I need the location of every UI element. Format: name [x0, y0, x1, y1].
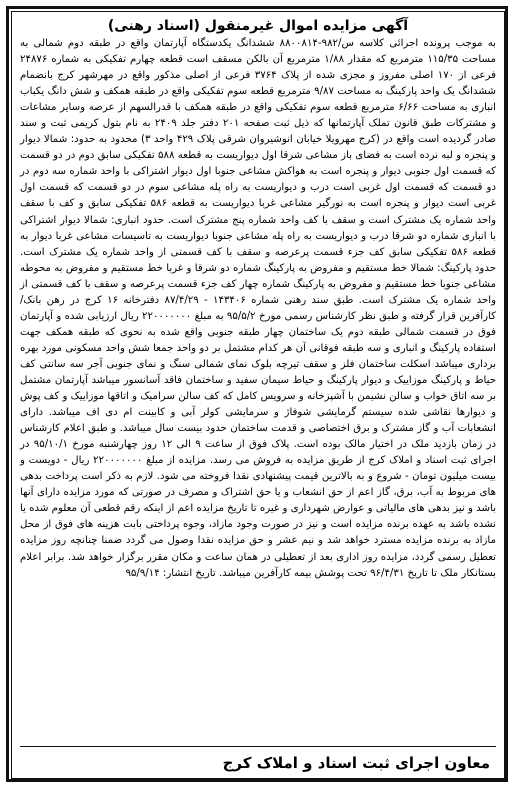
signature-line: معاون اجرای ثبت اسناد و املاک کرج [222, 754, 490, 772]
notice-box [11, 11, 505, 779]
notice-title: آگهی مزایده اموال غیرمنقول (اسناد رهنی) [107, 18, 409, 34]
notice-body: به موجب پرونده اجرائی کلاسه س/۹۸۲-۸۸۰۰۸۱۴ ششدانگ یکدستگاه آپارتمان واقع در طبقه دوم شمالی به مساحت ۱۱۵/۳۵ مترمربع که مقدار ۱/۸۸ مترمربع آن بالکن مسقف است قطعه چهارم تفکیکی به شماره ۲۴۸۷۶ فرعی از ۱۷۰ اصلی مفروز و مجزی شده از پلاک ۳۷۶۴ فرعی از اصلی مذکور واقع در مهرشهر کرج بانضمام ششدانگ یک واحد پارکینگ به مساحت ۹/۸۷ مترمربع قطعه سوم تفکیکی واقع در طبقه همکف و شش دانگ یکباب انباری به مساحت ۶/۶۶ مترمربع قطعه سوم تفکیکی واقع در طبقه همکف با قدرالسهم از عرصه وسایر مشاعات و مشترکات طبق قانون تملک آپارتمانها که ذیل ثبت صفحه ۲۰۱ دفتر جلد ۲۴۰۹ به نام بتول کریمی ثبت و سند صادر گردیده است واقع در (کرج مهرویلا خیابان انوشیروان شرقی پلاک ۴۲۹ واحد ۳) محدود به حدود: شمالا دیوار و پنجره و لبه نرده است به فضای باز مشاعی شرقا اول دیواریست به قطعه ۵۸۸ تفکیکی سابق دوم در دو قسمت که قسمت اول جنوبی دیوار و پنجره است به هواکش مشاعی جنوبا اول دیوار اشتراکی با واحد شماره سه دوم در دو قسمت که قسمت اول غربی است درب و دیواریست به راه پله مشاعی سوم در دو قسمت که قسمت اول غربی است دیوار و پنجره است به نورگیر مشاعی غربا دیواریست به قطعه ۵۸۶ تفکیکی سابق و کف با سقف واحد شماره یک مشترک است و سقف با کف واحد شماره پنج مشترک است. حدود انباری: شمالا دیوار اشتراکی با انباری شماره دو شرقا درب و دیواریست به راه پله مشاعی جنوبا دیواریست به تاسیسات مشاعی غربا دیوار به قطعه ۵۸۶ تفکیکی سابق کف جزء قسمت پرعرصه و سقف با کف قسمتی از واحد شماره یک مشترک است. حدود پارکینگ: شمالا خط مستقیم و مفروض به پارکینگ شماره دو شرقا و غربا خط مستقیم و مفروض به محوطه مشاعی جنوبا خط مستقیم و مفروض به پارکینگ شماره چهار کف جزء قسمت پرعرصه و سقف با کف قسمتی از واحد شماره یک مشترک است. طبق سند رهنی شماره ۱۴۳۴۰۶ - ۸۷/۴/۲۹ دفترخانه ۱۶ کرج در رهن بانک/کارآفرین قرار گرفته و طبق نظر کارشناس رسمی مورخ ۹۵/۵/۲ به مبلغ ۲۲۰۰۰۰۰۰۰ ریال ارزیابی شده و آپارتمان فوق در قسمت شمالی طبقه دوم یک ساختمان چهار طبقه جنوبی واقع شده به نحوی که طبقه همکف جهت استفاده پارکینگ و انباری و سه طبقه فوقانی آن هر کدام مشتمل بر دو واحد جمعا شش واحد مسکونی مورد بهره برداری میباشد اسکلت ساختمان فلز و سقف تیرچه بلوک نمای شمالی سنگ و نمای جنوبی آجر سه سانتی کف حیاط و پارکینگ موزاییک و دیوار پارکینگ و حیاط سیمان سفید و ساختمان فاقد آسانسور میباشد آپارتمان مشتمل بر سه اتاق خواب و سالن نشیمن با آشپزخانه و سرویس کامل که کف سالن سرامیک و اتاقها موزاییک و کف پوش و دیوارها نقاشی شده سیستم گرمایشی شوفاژ و سرمایشی کولر آبی و کابینت ام دی اف میباشد. دارای انشعابات آب و گاز مشترک و برق اختصاصی و قدمت ساختمان حدود بیست سال میباشد. و طبق اعلام کارشناس در زمان بازدید ملک در اختیار مالک بوده است. پلاک فوق از ساعت ۹ الی ۱۲ روز چهارشنبه مورخ ۹۵/۱۰/۱ در اجرای ثبت اسناد و املاک کرج از طریق مزایده به فروش می رسد. مزایده از مبلغ ۲۲۰۰۰۰۰۰۰ ریال - دویست و بیست میلیون تومان - شروع و به بالاترین قیمت پیشنهادی نقدا فروخته می شود. لازم به ذکر است پرداخت بدهی های مربوط به آب، برق، گاز اعم از حق انشعاب و یا حق اشتراک و مصرف در صورتی که مورد مزایده دارای آنها باشد و نیز بدهی های مالیاتی و عوارض شهرداری و غیره تا تاریخ مزایده اعم از اینکه رقم قطعی آن معلوم شده یا نشده باشد به عهده برنده مزایده است و نیز در صورت وجود مازاد، وجوه پرداختی بابت هزینه های فوق از محل مازاد به برنده مزایده مسترد خواهد شد و نیم عشر و حق مزایده نقدا وصول می گردد ضمنا چنانچه روز مزایده تعطیل رسمی گردد، مزایده روز اداری بعد از تعطیلی در همان ساعت و مکان مقرر برگزار خواهد شد. برابر اعلام بستانکار ملک تا تاریخ ۹۶/۴/۳۱ تحت پوشش بیمه کارآفرین میباشد. تاریخ انتشار: ۹۵/۹/۱۴ [20, 38, 497, 579]
signature-divider [20, 746, 496, 747]
